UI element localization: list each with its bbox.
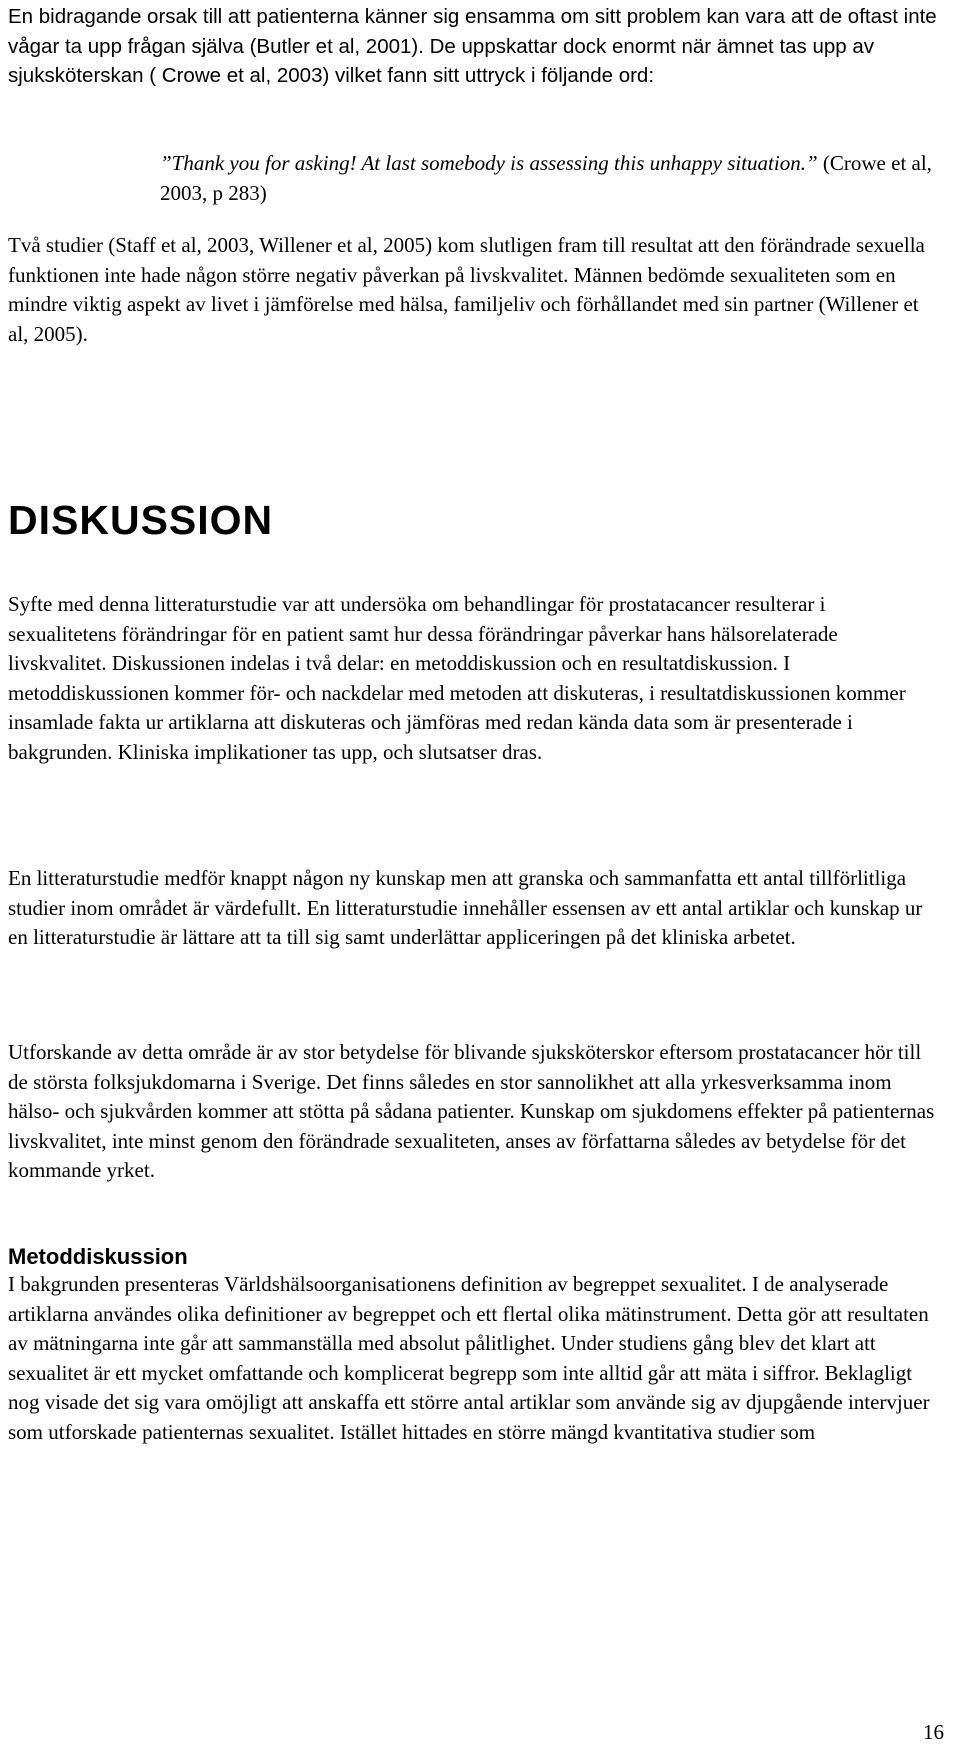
quote-paragraph — [8, 149, 952, 208]
quote-text: ”Thank you for asking! At last somebody is assessing this unhappy situation.” — [160, 151, 818, 175]
studies-paragraph-block — [8, 231, 952, 349]
method-heading: Metoddiskussion — [8, 1244, 188, 1269]
discussion-paragraph-2-block — [8, 864, 952, 953]
discussion-paragraph-3-block — [8, 1038, 952, 1186]
discussion-paragraph-3: Utforskande av detta område är av stor betydelse för blivande sjuksköterskor eftersom prostatacancer hör till de största folksjukdomarna i Sverige. Det finns således en stor sannolikhet att alla yrkesverksamma inom hälso- och sjukvården kommer att stötta på sådana patienter. Kunskap om sjukdomens effekter på patienternas livskvalitet, inte minst genom den förändrade sexualiteten, anses av författarna således av betydelse för det kommande yrket. — [8, 1040, 935, 1182]
method-paragraph-1: I bakgrunden presenteras Världshälsoorganisationens definition av begreppet sexualitet. I de analyserade artiklarna användes olika definitioner av begreppet och ett flertal olika mätinstrument. Detta gör att resultaten av mätningarna inte går att sammanställa med absolut pålitlighet. Under studiens gång blev det klart att sexualitet är ett mycket omfattande och komplicerat begrepp som inte alltid går att mäta i siffror. Beklagligt nog visade det sig vara omöjligt att anskaffa ett större antal artiklar som använde sig av djupgående intervjuer som utforskade patienternas sexualitet. Istället hittades en större mängd kvantitativa studier som — [8, 1272, 930, 1444]
intro-paragraph-block — [8, 2, 952, 91]
discussion-heading: DISKUSSION — [8, 497, 274, 543]
page-number: 16 — [923, 1720, 944, 1744]
discussion-paragraph-1-block — [8, 590, 952, 767]
quote-citation: (Crowe et al, 2003, p 283) — [160, 151, 932, 205]
discussion-paragraph-1: Syfte med denna litteraturstudie var att undersöka om behandlingar för prostatacancer resulterar i sexualitetens förändringar för en patient samt hur dessa förändringar påverkar hans hälsorelaterade livskvalitet. Diskussionen indelas i två delar: en metoddiskussion och en resultatdiskussion. I metoddiskussionen kommer för- och nackdelar med metoden att diskuteras, i resultatdiskussionen kommer insamlade fakta ur artiklarna att diskuteras och jämföras med redan kända data som är presenterade i bakgrunden. Kliniska implikationer tas upp, och slutsatser dras. — [8, 592, 906, 764]
intro-paragraph: En bidragande orsak till att patienterna känner sig ensamma om sitt problem kan vara att de oftast inte vågar ta upp frågan själva (Butler et al, 2001). De uppskattar dock enormt när ämnet tas upp av sjuksköterskan ( Crowe et al, 2003) vilket fann sitt uttryck i följande ord: — [8, 5, 937, 87]
quote-block — [8, 149, 952, 208]
method-paragraph-1-block — [8, 1270, 952, 1447]
discussion-paragraph-2: En litteraturstudie medför knappt någon ny kunskap men att granska och sammanfatta ett antal tillförlitliga studier inom området är värdefullt. En litteraturstudie innehåller essensen av ett antal artiklar och kunskap ur en litteraturstudie är lättare att ta till sig samt underlättar appliceringen på det kliniska arbetet. — [8, 866, 923, 949]
studies-paragraph: Två studier (Staff et al, 2003, Willener et al, 2005) kom slutligen fram till resultat att den förändrade sexuella funktionen inte hade någon större negativ påverkan på livskvalitet. Männen bedömde sexualiteten som en mindre viktig aspekt av livet i jämförelse med hälsa, familjeliv och förhållandet med sin partner (Willener et al, 2005). — [8, 233, 925, 346]
